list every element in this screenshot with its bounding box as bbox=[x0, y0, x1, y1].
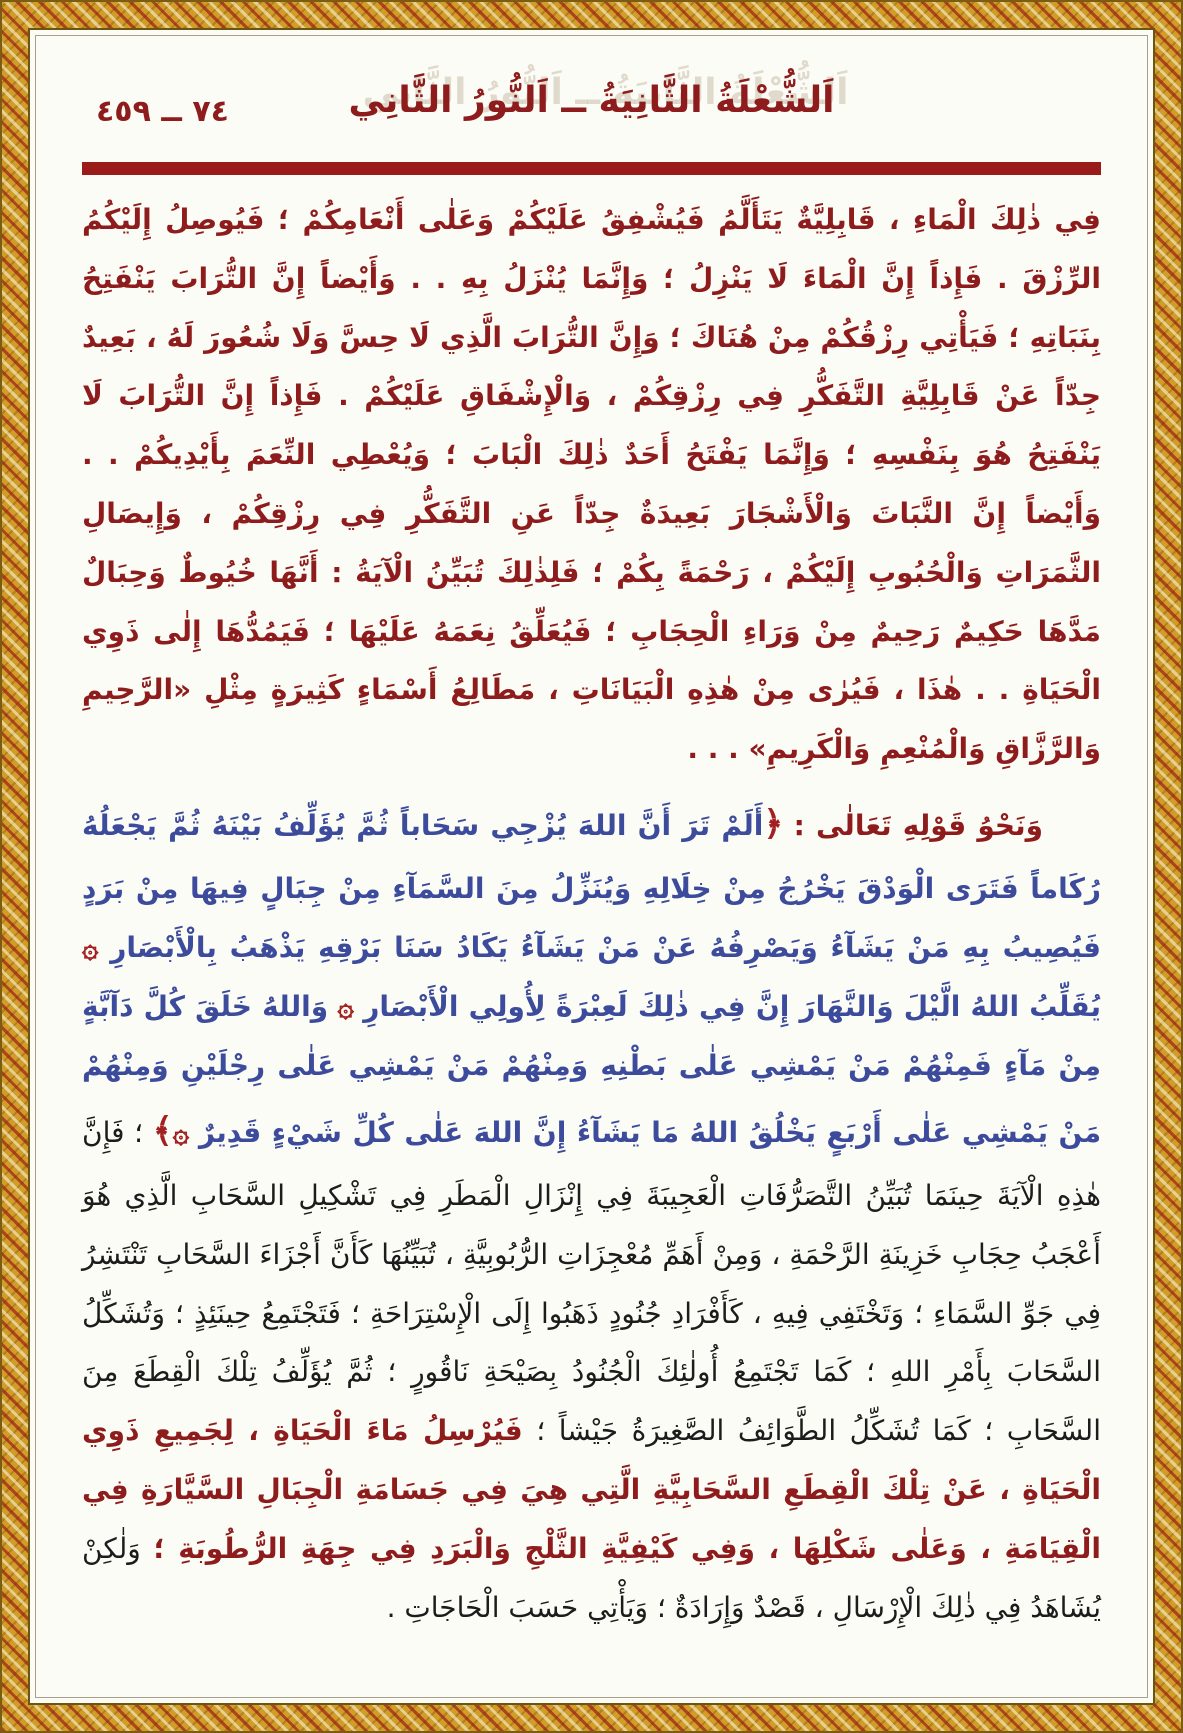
ayah-separator-rosette: ۞ bbox=[337, 989, 354, 1023]
paragraph-continuation bbox=[82, 191, 1101, 779]
quran-verse-part-1: أَلَمْ تَرَ أَنَّ اللهَ يُزْجِي سَحَاباً ثُمَّ يُؤَلِّفُ بَيْنَهُ ثُمَّ يَجْعَلُهُ رُكَاماً فَتَرَى الْوَدْقَ يَخْرُجُ مِنْ خِلَالِهِ وَيُنَزِّلُ مِنَ السَّمَآءِ مِنْ جِبَالٍ فِيهَا مِنْ بَرَدٍ فَيُصِيبُ بِهِ مَنْ يَشَآءُ وَيَصْرِفُهُ عَنْ مَنْ يَشَآءُ يَكَادُ سَنَا بَرْقِهِ يَذْهَبُ بِالْأَبْصَارِ bbox=[82, 808, 1102, 965]
quran-verse-part-3: وَاللهُ خَلَقَ كُلَّ دَآبَّةٍ مِنْ مَآءٍ فَمِنْهُمْ مَنْ يَمْشِي عَلٰى بَطْنِهِ وَمِنْهُمْ مَنْ يَمْشِي عَلٰى رِجْلَيْنِ وَمِنْهُمْ مَنْ يَمْشِي عَلٰى أَرْبَعٍ يَخْلُقُ اللهُ مَا يَشَآءُ إِنَّ اللهَ عَلٰى كُلِّ شَيْءٍ قَدِيرٌ bbox=[82, 989, 1102, 1149]
maroon-body-text: فِي ذٰلِكَ الْمَاءِ ، قَابِلِيَّةٌ يَتَأَلَّمُ فَيُشْفِقُ عَلَيْكُمْ وَعَلٰى أَنْعَامِكُمْ ؛ فَيُوصِلُ إِلَيْكُمُ الرِّزْقَ . فَإِذاً إِنَّ الْمَاءَ لَا يَنْزِلُ ؛ وَإِنَّمَا يُنْزَلُ بِهِ . . وَأَيْضاً إِنَّ التُّرَابَ يَنْفَتِحُ بِنَبَاتِهِ ؛ فَيَأْتِي رِزْقُكُمْ مِنْ هُنَاكَ ؛ وَإِنَّ التُّرَابَ الَّذِي لَا حِسَّ وَلَا شُعُورَ لَهُ ، بَعِيدٌ جِدّاً عَنْ قَابِلِيَّةِ التَّفَكُّرِ فِي رِزْقِكُمْ ، وَالْإِشْفَاقِ عَلَيْكُمْ . فَإِذاً إِنَّ التُّرَابَ لَا يَنْفَتِحُ هُوَ بِنَفْسِهِ ؛ وَإِنَّمَا يَفْتَحُ أَحَدٌ ذٰلِكَ الْبَابَ ؛ وَيُعْطِي النِّعَمَ بِأَيْدِيكُمْ . . وَأَيْضاً إِنَّ النَّبَاتَ وَالْأَشْجَارَ بَعِيدَةٌ جِدّاً عَنِ التَّفَكُّرِ فِي رِزْقِكُمْ ، وَإِيصَالِ الثَّمَرَاتِ وَالْحُبُوبِ إِلَيْكُمْ ، رَحْمَةً بِكُمْ ؛ فَلِذٰلِكَ تُبَيِّنُ الْآيَةُ : أَنَّهَا خُيُوطٌ وَحِبَالٌ مَدَّهَا حَكِيمٌ رَحِيمٌ مِنْ وَرَاءِ الْحِجَابِ ؛ فَيُعَلِّقُ نِعَمَهُ عَلَيْهَا ؛ فَيَمُدُّهَا إِلٰى ذَوِي الْحَيَاةِ . . هٰذَا ، فَيُرٰى مِنْ هٰذِهِ الْبَيَانَاتِ ، مَطَالِعُ أَسْمَاءٍ كَثِيرَةٍ مِثْلِ «الرَّحِيمِ وَالرَّزَّاقِ وَالْمُنْعِمِ وَالْكَرِيمِ» . . . bbox=[82, 203, 1101, 766]
page-number: ٧٤ ــ ٤٥٩ bbox=[96, 94, 229, 129]
paragraph-with-quran-verse bbox=[82, 789, 1101, 1637]
page-header bbox=[82, 72, 1101, 152]
quran-verse-part-2: يُقَلِّبُ اللهُ الَّيْلَ وَالنَّهَارَ إِنَّ فِي ذٰلِكَ لَعِبْرَةً لِأُولِي الْأَبْصَارِ bbox=[363, 989, 1101, 1023]
commentary-text: ؛ فَإِنَّ هٰذِهِ الْآيَةَ حِينَمَا تُبَيِّنُ التَّصَرُّفَاتِ الْعَجِيبَةَ فِي إِنْزَالِ الْمَطَرِ فِي تَشْكِيلِ السَّحَابِ الَّذِي هُوَ أَعْجَبُ حِجَابِ خَزِينَةِ الرَّحْمَةِ ، وَمِنْ أَهَمِّ مُعْجِزَاتِ الرُّبُوبِيَّةِ ، تُبَيِّنُهَا كَأَنَّ أَجْزَاءَ السَّحَابِ تَنْتَشِرُ فِي جَوِّ السَّمَاءِ ؛ وَتَخْتَفِي فِيهِ ، كَأَفْرَادِ جُنُودٍ ذَهَبُوا إِلَى الْإِسْتِرَاحَةِ ؛ فَتَجْتَمِعُ حِينَئِذٍ ؛ وَتُشَكِّلُ السَّحَابَ بِأَمْرِ اللهِ ؛ كَمَا تَجْتَمِعُ أُولٰئِكَ الْجُنُودُ بِصَيْحَةِ نَاقُورٍ ؛ ثُمَّ يُؤَلِّفُ تِلْكَ الْقِطَعَ مِنَ السَّحَابِ ؛ كَمَا تُشَكِّلُ الطَّوَائِفُ الصَّغِيرَةُ جَيْشاً ؛ bbox=[82, 1115, 1101, 1448]
ornate-close-paren: ﴾ bbox=[152, 1110, 173, 1151]
verse-intro-text: وَنَحْوُ قَوْلِهِ تَعَالٰى : bbox=[793, 808, 1043, 842]
header-divider-rule bbox=[82, 162, 1101, 175]
body-text bbox=[82, 191, 1101, 1637]
ayah-separator-rosette: ۞ bbox=[82, 931, 99, 965]
commentary-text: وَلٰكِنْ يُشَاهَدُ فِي ذٰلِكَ الْإِرْسَالِ ، قَصْدٌ وَإِرَادَةٌ ؛ وَيَأْتِي حَسَبَ الْحَاجَاتِ . bbox=[82, 1531, 1101, 1624]
page-title: اَلشُّعْلَةُ الثَّانِيَةُ ــ اَلنُّورُ الثَّانِي bbox=[348, 80, 835, 121]
maroon-highlight-text: فَيُرْسِلُ مَاءَ الْحَيَاةِ ، لِجَمِيعِ ذَوِي الْحَيَاةِ ، عَنْ تِلْكَ الْقِطَعِ السَّحَابِيَّةِ الَّتِي هِيَ فِي جَسَامَةِ الْجِبَالِ السَّيَّارَةِ فِي الْقِيَامَةِ ، وَعَلٰى شَكْلِهَا ، وَفِي كَيْفِيَّةِ الثَّلْجِ وَالْبَرَدِ فِي جِهَةِ الرُّطُوبَةِ ؛ bbox=[82, 1414, 1101, 1565]
ornate-open-paren: ﴿ bbox=[763, 803, 784, 844]
book-page bbox=[28, 28, 1155, 1705]
ayah-separator-rosette: ۞ bbox=[172, 1115, 190, 1149]
